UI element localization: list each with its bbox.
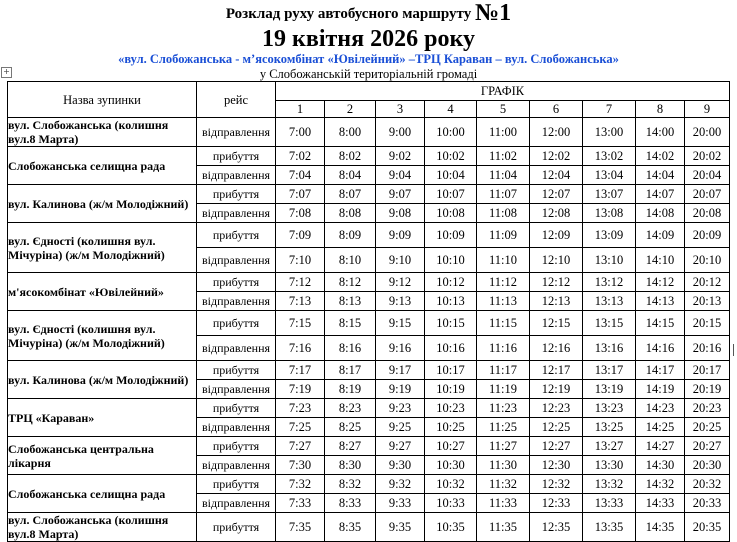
time-cell: 11:08 bbox=[477, 204, 530, 223]
time-cell: 9:30 bbox=[376, 456, 425, 475]
time-cell: 7:12 bbox=[276, 273, 325, 292]
schedule-number-header: 6 bbox=[530, 101, 583, 118]
time-cell: 20:09 bbox=[685, 223, 730, 248]
time-cell: 7:32 bbox=[276, 475, 325, 494]
text-cursor-mark bbox=[733, 344, 734, 356]
time-cell: 20:33 bbox=[685, 494, 730, 513]
time-cell: 9:16 bbox=[376, 336, 425, 361]
time-cell: 10:15 bbox=[425, 311, 477, 336]
time-cell: 8:13 bbox=[325, 292, 376, 311]
time-cell: 13:07 bbox=[583, 185, 636, 204]
table-row bbox=[8, 147, 730, 166]
trip-kind: прибуття bbox=[197, 399, 276, 418]
trip-kind: відправлення bbox=[197, 292, 276, 311]
time-cell: 11:35 bbox=[477, 513, 530, 542]
time-cell: 14:23 bbox=[636, 399, 685, 418]
time-cell: 14:12 bbox=[636, 273, 685, 292]
schedule-number-header: 7 bbox=[583, 101, 636, 118]
time-cell: 7:25 bbox=[276, 418, 325, 437]
time-cell: 20:27 bbox=[685, 437, 730, 456]
time-cell: 13:09 bbox=[583, 223, 636, 248]
time-cell: 20:04 bbox=[685, 166, 730, 185]
time-cell: 12:33 bbox=[530, 494, 583, 513]
time-cell: 14:15 bbox=[636, 311, 685, 336]
time-cell: 12:27 bbox=[530, 437, 583, 456]
trip-kind: прибуття bbox=[197, 513, 276, 542]
time-cell: 10:00 bbox=[425, 118, 477, 147]
table-row bbox=[8, 185, 730, 204]
time-cell: 13:02 bbox=[583, 147, 636, 166]
time-cell: 12:15 bbox=[530, 311, 583, 336]
time-cell: 9:33 bbox=[376, 494, 425, 513]
time-cell: 10:19 bbox=[425, 380, 477, 399]
schedule-number-header: 3 bbox=[376, 101, 425, 118]
table-row bbox=[8, 223, 730, 248]
column-header-kind: рейс bbox=[197, 82, 276, 118]
time-cell: 20:08 bbox=[685, 204, 730, 223]
time-cell: 14:02 bbox=[636, 147, 685, 166]
time-cell: 7:16 bbox=[276, 336, 325, 361]
time-cell: 13:04 bbox=[583, 166, 636, 185]
trip-kind: прибуття bbox=[197, 223, 276, 248]
time-cell: 14:04 bbox=[636, 166, 685, 185]
table-row bbox=[8, 513, 730, 542]
trip-kind: відправлення bbox=[197, 118, 276, 147]
time-cell: 12:23 bbox=[530, 399, 583, 418]
time-cell: 10:13 bbox=[425, 292, 477, 311]
time-cell: 12:12 bbox=[530, 273, 583, 292]
time-cell: 11:04 bbox=[477, 166, 530, 185]
time-cell: 20:19 bbox=[685, 380, 730, 399]
time-cell: 14:09 bbox=[636, 223, 685, 248]
time-cell: 7:08 bbox=[276, 204, 325, 223]
time-cell: 10:12 bbox=[425, 273, 477, 292]
time-cell: 7:27 bbox=[276, 437, 325, 456]
table-row bbox=[8, 361, 730, 380]
time-cell: 8:02 bbox=[325, 147, 376, 166]
time-cell: 7:00 bbox=[276, 118, 325, 147]
time-cell: 9:17 bbox=[376, 361, 425, 380]
time-cell: 13:12 bbox=[583, 273, 636, 292]
time-cell: 10:10 bbox=[425, 248, 477, 273]
trip-kind: відправлення bbox=[197, 248, 276, 273]
time-cell: 7:07 bbox=[276, 185, 325, 204]
time-cell: 7:04 bbox=[276, 166, 325, 185]
time-cell: 12:17 bbox=[530, 361, 583, 380]
time-cell: 7:30 bbox=[276, 456, 325, 475]
stop-name: вул. Єдності (колишня вул. Мічуріна) (ж/м Молодіжний) bbox=[8, 311, 197, 361]
time-cell: 12:07 bbox=[530, 185, 583, 204]
time-cell: 8:32 bbox=[325, 475, 376, 494]
trip-kind: прибуття bbox=[197, 185, 276, 204]
time-cell: 14:30 bbox=[636, 456, 685, 475]
time-cell: 9:15 bbox=[376, 311, 425, 336]
time-cell: 9:10 bbox=[376, 248, 425, 273]
time-cell: 20:07 bbox=[685, 185, 730, 204]
trip-kind: прибуття bbox=[197, 475, 276, 494]
time-cell: 13:00 bbox=[583, 118, 636, 147]
time-cell: 8:27 bbox=[325, 437, 376, 456]
trip-kind: прибуття bbox=[197, 273, 276, 292]
schedule-number-header: 4 bbox=[425, 101, 477, 118]
time-cell: 11:13 bbox=[477, 292, 530, 311]
time-cell: 11:02 bbox=[477, 147, 530, 166]
time-cell: 12:19 bbox=[530, 380, 583, 399]
trip-kind: відправлення bbox=[197, 336, 276, 361]
time-cell: 7:02 bbox=[276, 147, 325, 166]
time-cell: 11:12 bbox=[477, 273, 530, 292]
trip-kind: відправлення bbox=[197, 380, 276, 399]
time-cell: 9:19 bbox=[376, 380, 425, 399]
stop-name: Слобожанська селищна рада bbox=[8, 147, 197, 185]
time-cell: 7:33 bbox=[276, 494, 325, 513]
time-cell: 20:15 bbox=[685, 311, 730, 336]
time-cell: 20:17 bbox=[685, 361, 730, 380]
title-prefix: Розклад руху автобусного маршруту bbox=[225, 6, 475, 22]
time-cell: 10:09 bbox=[425, 223, 477, 248]
time-cell: 11:10 bbox=[477, 248, 530, 273]
time-cell: 9:23 bbox=[376, 399, 425, 418]
time-cell: 12:09 bbox=[530, 223, 583, 248]
time-cell: 12:02 bbox=[530, 147, 583, 166]
time-cell: 20:10 bbox=[685, 248, 730, 273]
time-cell: 8:23 bbox=[325, 399, 376, 418]
time-cell: 8:19 bbox=[325, 380, 376, 399]
trip-kind: прибуття bbox=[197, 437, 276, 456]
time-cell: 10:04 bbox=[425, 166, 477, 185]
time-cell: 8:15 bbox=[325, 311, 376, 336]
time-cell: 20:12 bbox=[685, 273, 730, 292]
time-cell: 12:16 bbox=[530, 336, 583, 361]
time-cell: 13:27 bbox=[583, 437, 636, 456]
time-cell: 12:25 bbox=[530, 418, 583, 437]
stop-name: вул. Калинова (ж/м Молодіжний) bbox=[8, 185, 197, 223]
time-cell: 8:35 bbox=[325, 513, 376, 542]
column-header-stop: Назва зупинки bbox=[8, 82, 197, 118]
time-cell: 10:33 bbox=[425, 494, 477, 513]
time-cell: 9:35 bbox=[376, 513, 425, 542]
time-cell: 11:33 bbox=[477, 494, 530, 513]
time-cell: 9:09 bbox=[376, 223, 425, 248]
stop-name: Слобожанська селищна рада bbox=[8, 475, 197, 513]
time-cell: 9:07 bbox=[376, 185, 425, 204]
stop-name: вул. Слобожанська (колишня вул.8 Марта) bbox=[8, 513, 197, 542]
trip-kind: відправлення bbox=[197, 494, 276, 513]
time-cell: 12:08 bbox=[530, 204, 583, 223]
time-cell: 12:35 bbox=[530, 513, 583, 542]
time-cell: 10:35 bbox=[425, 513, 477, 542]
time-cell: 14:33 bbox=[636, 494, 685, 513]
time-cell: 11:27 bbox=[477, 437, 530, 456]
time-cell: 14:07 bbox=[636, 185, 685, 204]
time-cell: 13:13 bbox=[583, 292, 636, 311]
time-cell: 11:19 bbox=[477, 380, 530, 399]
time-cell: 8:04 bbox=[325, 166, 376, 185]
time-cell: 12:32 bbox=[530, 475, 583, 494]
time-cell: 8:09 bbox=[325, 223, 376, 248]
time-cell: 20:23 bbox=[685, 399, 730, 418]
time-cell: 11:09 bbox=[477, 223, 530, 248]
time-cell: 9:27 bbox=[376, 437, 425, 456]
time-cell: 9:04 bbox=[376, 166, 425, 185]
time-cell: 13:25 bbox=[583, 418, 636, 437]
time-cell: 14:10 bbox=[636, 248, 685, 273]
time-cell: 9:32 bbox=[376, 475, 425, 494]
time-cell: 7:10 bbox=[276, 248, 325, 273]
time-cell: 11:32 bbox=[477, 475, 530, 494]
time-cell: 9:02 bbox=[376, 147, 425, 166]
time-cell: 13:10 bbox=[583, 248, 636, 273]
time-cell: 10:23 bbox=[425, 399, 477, 418]
time-cell: 11:25 bbox=[477, 418, 530, 437]
time-cell: 20:16 bbox=[685, 336, 730, 361]
time-cell: 13:19 bbox=[583, 380, 636, 399]
time-cell: 11:16 bbox=[477, 336, 530, 361]
time-cell: 7:09 bbox=[276, 223, 325, 248]
time-cell: 20:32 bbox=[685, 475, 730, 494]
time-cell: 9:08 bbox=[376, 204, 425, 223]
time-cell: 9:25 bbox=[376, 418, 425, 437]
trip-kind: відправлення bbox=[197, 166, 276, 185]
time-cell: 8:08 bbox=[325, 204, 376, 223]
schedule-number-header: 1 bbox=[276, 101, 325, 118]
trip-kind: прибуття bbox=[197, 361, 276, 380]
trip-kind: відправлення bbox=[197, 418, 276, 437]
community-line: у Слобожанській територіальній громаді bbox=[259, 67, 478, 81]
time-cell: 10:17 bbox=[425, 361, 477, 380]
schedule-number-header: 2 bbox=[325, 101, 376, 118]
time-cell: 10:08 bbox=[425, 204, 477, 223]
time-cell: 8:00 bbox=[325, 118, 376, 147]
time-cell: 12:00 bbox=[530, 118, 583, 147]
time-cell: 13:15 bbox=[583, 311, 636, 336]
time-cell: 7:19 bbox=[276, 380, 325, 399]
time-cell: 7:35 bbox=[276, 513, 325, 542]
time-cell: 7:15 bbox=[276, 311, 325, 336]
time-cell: 9:00 bbox=[376, 118, 425, 147]
schedule-number-header: 8 bbox=[636, 101, 685, 118]
table-row bbox=[8, 118, 730, 147]
schedule-table bbox=[7, 81, 730, 542]
time-cell: 8:07 bbox=[325, 185, 376, 204]
time-cell: 20:35 bbox=[685, 513, 730, 542]
stop-name: вул. Слобожанська (колишня вул.8 Марта) bbox=[8, 118, 197, 147]
time-cell: 8:25 bbox=[325, 418, 376, 437]
time-cell: 11:23 bbox=[477, 399, 530, 418]
time-cell: 14:16 bbox=[636, 336, 685, 361]
schedule-number-header: 5 bbox=[477, 101, 530, 118]
time-cell: 8:10 bbox=[325, 248, 376, 273]
time-cell: 12:30 bbox=[530, 456, 583, 475]
time-cell: 20:13 bbox=[685, 292, 730, 311]
time-cell: 13:08 bbox=[583, 204, 636, 223]
time-cell: 13:16 bbox=[583, 336, 636, 361]
time-cell: 10:07 bbox=[425, 185, 477, 204]
time-cell: 8:30 bbox=[325, 456, 376, 475]
time-cell: 14:08 bbox=[636, 204, 685, 223]
time-cell: 20:02 bbox=[685, 147, 730, 166]
time-cell: 10:27 bbox=[425, 437, 477, 456]
time-cell: 11:17 bbox=[477, 361, 530, 380]
time-cell: 14:17 bbox=[636, 361, 685, 380]
time-cell: 13:33 bbox=[583, 494, 636, 513]
time-cell: 12:04 bbox=[530, 166, 583, 185]
time-cell: 14:19 bbox=[636, 380, 685, 399]
time-cell: 7:17 bbox=[276, 361, 325, 380]
trip-kind: прибуття bbox=[197, 311, 276, 336]
time-cell: 13:23 bbox=[583, 399, 636, 418]
table-row bbox=[8, 311, 730, 336]
schedule-title bbox=[0, 2, 737, 25]
stop-name: м'ясокомбінат «Ювілейний» bbox=[8, 273, 197, 311]
time-cell: 12:10 bbox=[530, 248, 583, 273]
trip-kind: відправлення bbox=[197, 456, 276, 475]
time-cell: 8:12 bbox=[325, 273, 376, 292]
trip-kind: прибуття bbox=[197, 147, 276, 166]
time-cell: 14:35 bbox=[636, 513, 685, 542]
time-cell: 20:00 bbox=[685, 118, 730, 147]
time-cell: 10:25 bbox=[425, 418, 477, 437]
table-row bbox=[8, 399, 730, 418]
time-cell: 14:25 bbox=[636, 418, 685, 437]
table-row bbox=[8, 437, 730, 456]
time-cell: 8:16 bbox=[325, 336, 376, 361]
time-cell: 10:30 bbox=[425, 456, 477, 475]
route-number: №1 bbox=[474, 0, 512, 26]
time-cell: 14:00 bbox=[636, 118, 685, 147]
time-cell: 10:16 bbox=[425, 336, 477, 361]
time-cell: 8:33 bbox=[325, 494, 376, 513]
schedule-number-header: 9 bbox=[685, 101, 730, 118]
time-cell: 20:25 bbox=[685, 418, 730, 437]
time-cell: 11:07 bbox=[477, 185, 530, 204]
schedule-date: 19 квітня 2026 року bbox=[262, 26, 475, 52]
time-cell: 12:13 bbox=[530, 292, 583, 311]
time-cell: 13:30 bbox=[583, 456, 636, 475]
time-cell: 11:15 bbox=[477, 311, 530, 336]
time-cell: 11:00 bbox=[477, 118, 530, 147]
time-cell: 13:35 bbox=[583, 513, 636, 542]
time-cell: 14:13 bbox=[636, 292, 685, 311]
table-move-handle-icon[interactable]: + bbox=[1, 67, 12, 78]
time-cell: 7:23 bbox=[276, 399, 325, 418]
table-row bbox=[8, 475, 730, 494]
time-cell: 11:30 bbox=[477, 456, 530, 475]
time-cell: 8:17 bbox=[325, 361, 376, 380]
time-cell: 9:12 bbox=[376, 273, 425, 292]
time-cell: 20:30 bbox=[685, 456, 730, 475]
time-cell: 13:32 bbox=[583, 475, 636, 494]
time-cell: 14:27 bbox=[636, 437, 685, 456]
time-cell: 10:02 bbox=[425, 147, 477, 166]
stop-name: вул. Калинова (ж/м Молодіжний) bbox=[8, 361, 197, 399]
stop-name: Слобожанська центральна лікарня bbox=[8, 437, 197, 475]
time-cell: 9:13 bbox=[376, 292, 425, 311]
stop-name: вул. Єдності (колишня вул. Мічуріна) (ж/м Молодіжний) bbox=[8, 223, 197, 273]
time-cell: 7:13 bbox=[276, 292, 325, 311]
stop-name: ТРЦ «Караван» bbox=[8, 399, 197, 437]
table-row bbox=[8, 273, 730, 292]
trip-kind: відправлення bbox=[197, 204, 276, 223]
time-cell: 10:32 bbox=[425, 475, 477, 494]
route-description: «вул. Слобожанська - м’ясокомбінат «Ювілейний» –ТРЦ Караван – вул. Слобожанська» bbox=[118, 52, 619, 66]
time-cell: 13:17 bbox=[583, 361, 636, 380]
column-header-schedule: ГРАФІК bbox=[276, 82, 730, 101]
time-cell: 14:32 bbox=[636, 475, 685, 494]
